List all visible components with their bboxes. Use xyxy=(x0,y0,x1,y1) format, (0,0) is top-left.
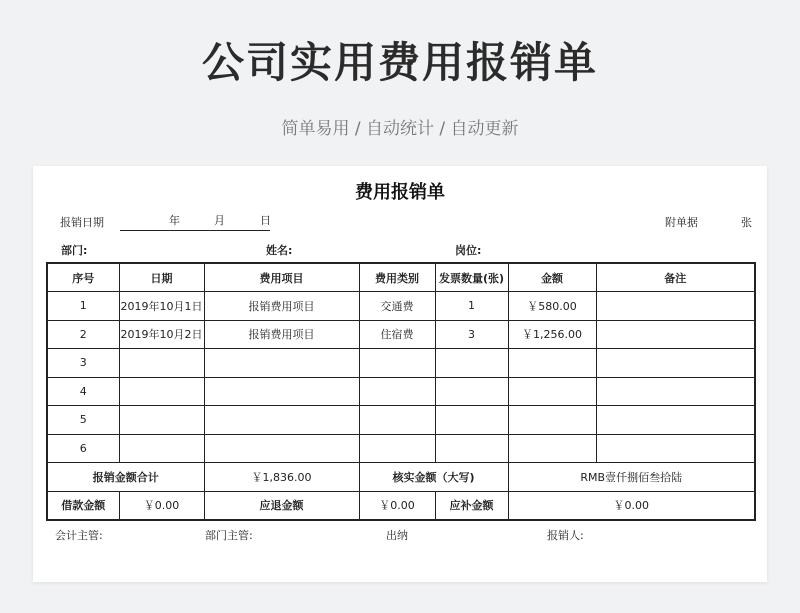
header-no: 序号 xyxy=(47,263,119,292)
cell-no: 2 xyxy=(47,320,119,349)
cell-note[interactable] xyxy=(596,377,755,406)
cell-no: 3 xyxy=(47,349,119,378)
cell-note[interactable] xyxy=(596,292,755,321)
post-label: 岗位: xyxy=(455,244,482,257)
cell-category[interactable] xyxy=(359,377,435,406)
cell-note[interactable] xyxy=(596,349,755,378)
cell-item[interactable]: 报销费用项目 xyxy=(204,292,359,321)
cell-category[interactable] xyxy=(359,349,435,378)
date-month: 月 xyxy=(214,214,225,227)
table-row xyxy=(47,320,755,349)
cell-amount[interactable] xyxy=(508,406,596,435)
cell-note[interactable] xyxy=(596,406,755,435)
date-day: 日 xyxy=(260,214,271,227)
cell-amount[interactable] xyxy=(508,377,596,406)
cell-invoices[interactable]: 1 xyxy=(435,292,508,321)
header-invoices: 发票数量(张) xyxy=(435,263,508,292)
cell-no: 4 xyxy=(47,377,119,406)
cell-note[interactable] xyxy=(596,320,755,349)
form-title: 费用报销单 xyxy=(355,182,445,203)
name-label: 姓名: xyxy=(266,244,293,257)
cell-date[interactable] xyxy=(119,434,204,463)
date-label: 报销日期 xyxy=(60,216,104,229)
expense-form-sheet xyxy=(33,166,767,582)
cell-invoices[interactable]: 3 xyxy=(435,320,508,349)
cell-item[interactable] xyxy=(204,406,359,435)
dept-label: 部门: xyxy=(61,244,88,257)
cell-item[interactable] xyxy=(204,377,359,406)
total-row xyxy=(47,463,755,492)
date-field[interactable] xyxy=(120,216,270,231)
header-item: 费用项目 xyxy=(204,263,359,292)
attach-unit: 张 xyxy=(741,216,752,229)
cell-date[interactable] xyxy=(119,406,204,435)
table-row xyxy=(47,292,755,321)
supplement-label: 应补金额 xyxy=(435,491,508,520)
header-amount: 金额 xyxy=(508,263,596,292)
cell-amount[interactable] xyxy=(508,434,596,463)
cell-category[interactable] xyxy=(359,434,435,463)
cell-no: 5 xyxy=(47,406,119,435)
balance-row xyxy=(47,491,755,520)
cell-invoices[interactable] xyxy=(435,406,508,435)
cell-amount[interactable]: ￥1,256.00 xyxy=(508,320,596,349)
attach-label: 附单据 xyxy=(665,216,698,229)
total-label: 报销金额合计 xyxy=(47,463,204,492)
cell-no: 1 xyxy=(47,292,119,321)
cell-date[interactable]: 2019年10月2日 xyxy=(119,320,204,349)
cell-amount[interactable]: ￥580.00 xyxy=(508,292,596,321)
expense-table xyxy=(46,262,756,521)
actual-label: 核实金额（大写) xyxy=(359,463,508,492)
footer-cashier: 出纳 xyxy=(386,529,408,542)
cell-category[interactable] xyxy=(359,406,435,435)
cell-date[interactable] xyxy=(119,349,204,378)
refund-label: 应退金额 xyxy=(204,491,359,520)
cell-invoices[interactable] xyxy=(435,377,508,406)
loan-label: 借款金额 xyxy=(47,491,119,520)
table-row xyxy=(47,434,755,463)
cell-item[interactable] xyxy=(204,349,359,378)
actual-value: RMB壹仟捌佰叁拾陆 xyxy=(508,463,755,492)
loan-value[interactable]: ￥0.00 xyxy=(119,491,204,520)
footer-dept-head: 部门主管: xyxy=(205,529,253,542)
table-row xyxy=(47,406,755,435)
header-note: 备注 xyxy=(596,263,755,292)
header-date: 日期 xyxy=(119,263,204,292)
cell-invoices[interactable] xyxy=(435,434,508,463)
cell-amount[interactable] xyxy=(508,349,596,378)
cell-no: 6 xyxy=(47,434,119,463)
date-year: 年 xyxy=(169,214,180,227)
total-value: ￥1,836.00 xyxy=(204,463,359,492)
cell-note[interactable] xyxy=(596,434,755,463)
cell-date[interactable]: 2019年10月1日 xyxy=(119,292,204,321)
footer-claimant: 报销人: xyxy=(547,529,584,542)
table-header-row xyxy=(47,263,755,292)
page-title: 公司实用费用报销单 xyxy=(201,38,598,87)
refund-value: ￥0.00 xyxy=(359,491,435,520)
cell-item[interactable] xyxy=(204,434,359,463)
cell-date[interactable] xyxy=(119,377,204,406)
footer-accounting: 会计主管: xyxy=(55,529,103,542)
table-row xyxy=(47,349,755,378)
page-subtitle: 简单易用 / 自动统计 / 自动更新 xyxy=(281,119,519,139)
cell-invoices[interactable] xyxy=(435,349,508,378)
supplement-value: ￥0.00 xyxy=(508,491,755,520)
cell-item[interactable]: 报销费用项目 xyxy=(204,320,359,349)
table-row xyxy=(47,377,755,406)
header-category: 费用类别 xyxy=(359,263,435,292)
cell-category[interactable]: 住宿费 xyxy=(359,320,435,349)
cell-category[interactable]: 交通费 xyxy=(359,292,435,321)
